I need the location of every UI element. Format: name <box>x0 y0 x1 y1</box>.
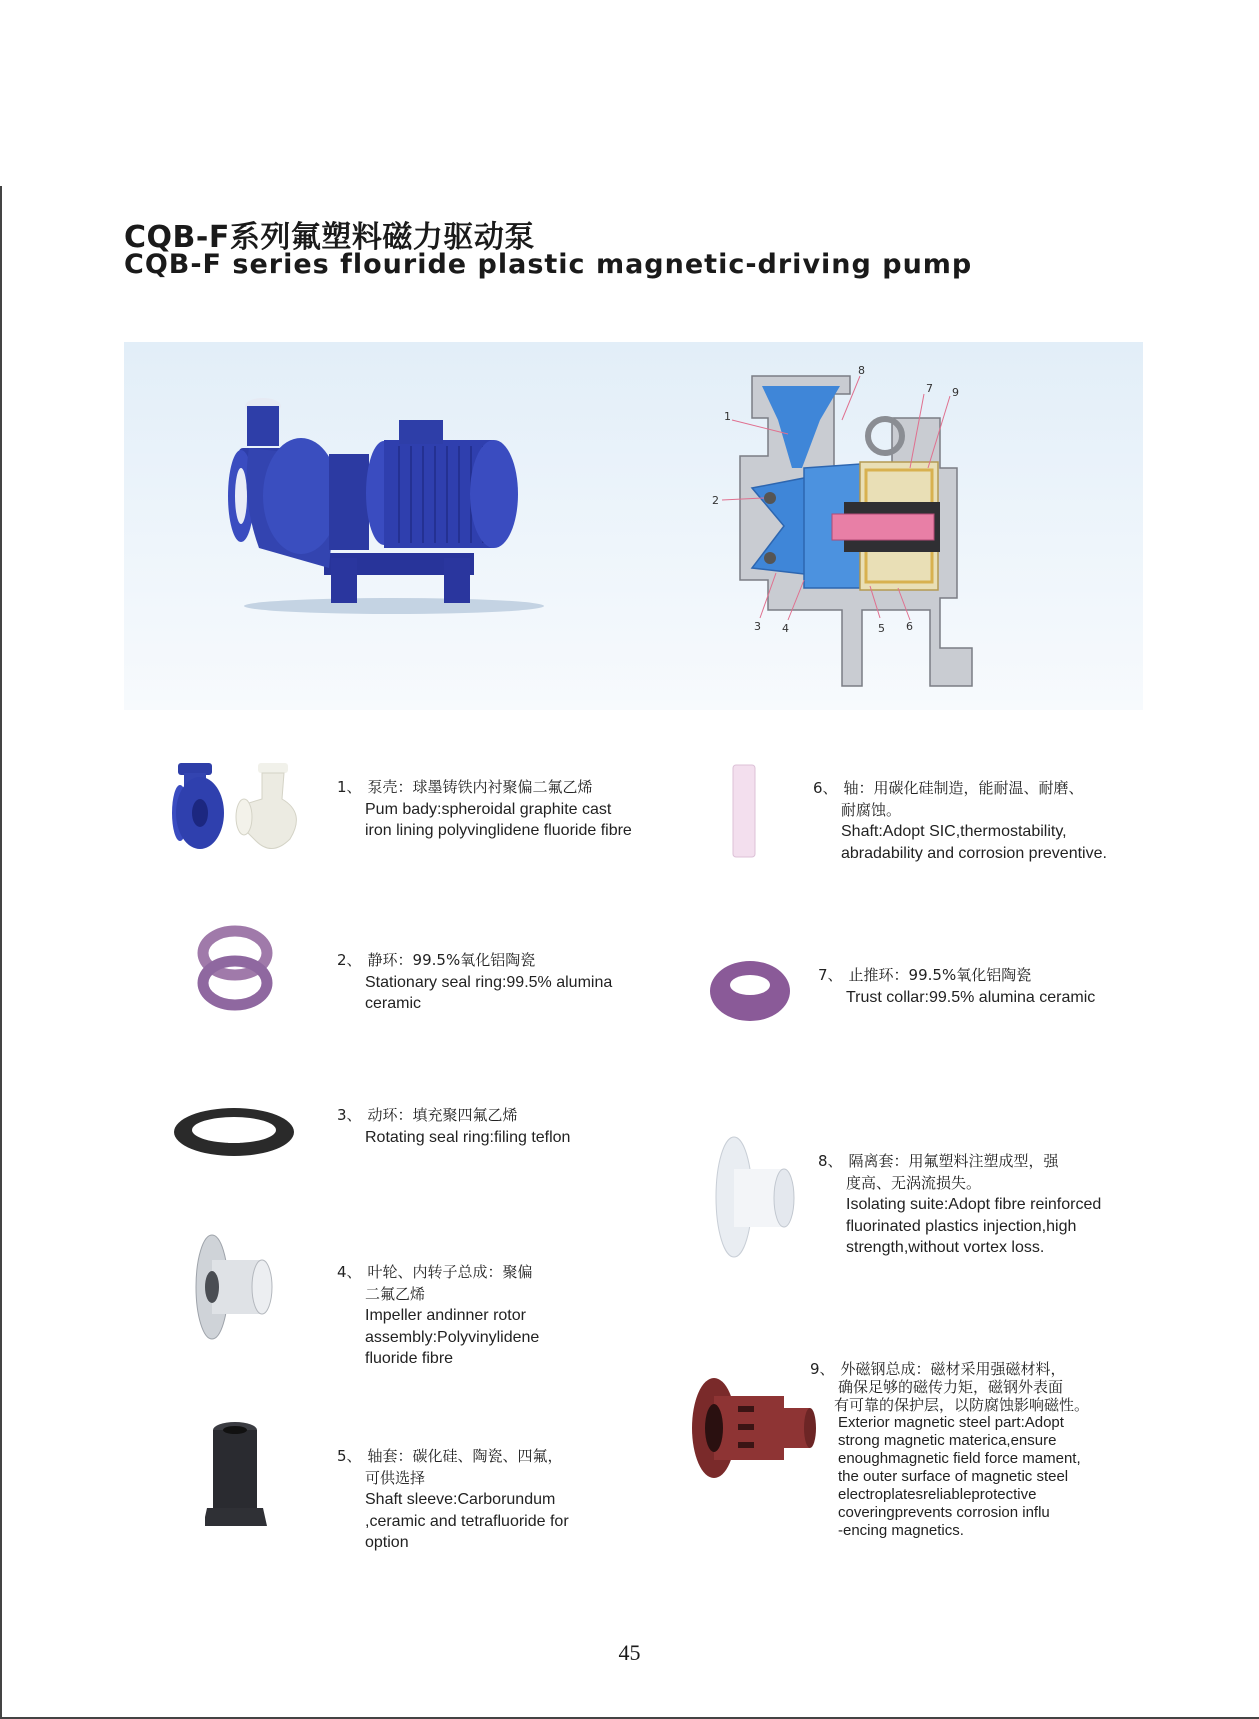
diagram-label-4: 4 <box>782 622 789 635</box>
part-3-en-line-1: Rotating seal ring:filing teflon <box>365 1128 571 1146</box>
part-text-5: 5、 轴套：碳化硅、陶瓷、四氟， 可供选择 Shaft sleeve:Carborundum ,ceramic and tetrafluoride for option <box>337 1446 569 1554</box>
shaft-sleeve-icon <box>205 1420 275 1530</box>
part-8-zh-line-1: 隔离套：用氟塑料注塑成型，强 <box>848 1152 1059 1170</box>
part-8-en-line-3: strength,without vortex loss. <box>846 1239 1045 1256</box>
part-text-9: 9、 外磁钢总成：磁材采用强磁材料， 确保足够的磁传力矩，磁钢外表面 有可靠的保护层，以防腐蚀影响磁性。 Exterior magnetic steel part:Adopt strong magnetic materica,ensure enoughmagnetic field force mament, the outer surface of magnetic steel electroplatesreliableprotective coveringprevents corrosion influ -encing magnetics. <box>810 1360 1090 1539</box>
part-9-en-line-1: Exterior magnetic steel part:Adopt <box>838 1414 1064 1431</box>
part-1-en-line-1: Pum bady:spheroidal graphite cast <box>365 800 612 818</box>
part-6-en-line-2: abradability and corrosion preventive. <box>841 844 1107 862</box>
part-text-7: 7、 止推环：99.5%氧化铝陶瓷 Trust collar:99.5% alumina ceramic <box>818 965 1095 1008</box>
part-3-zh: 动环：填充聚四氟乙烯 <box>367 1106 518 1124</box>
diagram-label-1: 1 <box>724 410 731 423</box>
page-number: 45 <box>618 1640 641 1665</box>
part-6-zh-line-2: 耐腐蚀。 <box>841 800 902 819</box>
part-9-en-line-6: coveringprevents corrosion influ <box>838 1504 1050 1521</box>
diagram-label-5: 5 <box>878 622 885 635</box>
cross-section-diagram <box>692 348 1052 698</box>
part-4-zh-line-1: 叶轮、内转子总成：聚偏 <box>367 1263 533 1281</box>
pump-casing-icon <box>170 755 310 865</box>
isolating-sleeve-icon <box>712 1133 802 1261</box>
part-text-1: 1、 泵壳：球墨铸铁内衬聚偏二氟乙烯 Pum bady:spheroidal graphite cast iron lining polyvinglidene fluoride fibre <box>337 777 632 842</box>
part-9-zh-line-1: 外磁钢总成：磁材采用强磁材料， <box>840 1360 1066 1378</box>
pump-photo <box>219 378 559 618</box>
diagram-label-9: 9 <box>952 386 959 399</box>
part-5-en-line-3: option <box>365 1534 409 1551</box>
part-8-zh-line-2: 度高、无涡流损失。 <box>846 1173 982 1192</box>
diagram-label-7: 7 <box>926 382 933 395</box>
part-9-zh-line-3: 有可靠的保护层，以防腐蚀影响磁性。 <box>834 1396 1090 1414</box>
part-1-zh: 泵壳：球墨铸铁内衬聚偏二氟乙烯 <box>367 778 593 796</box>
part-text-8: 8、 隔离套：用氟塑料注塑成型，强 度高、无涡流损失。 Isolating suite:Adopt fibre reinforced fluorinated plastics injection,high strength,without vortex loss. <box>818 1151 1101 1259</box>
part-4-zh-line-2: 二氟乙烯 <box>365 1284 426 1303</box>
thrust-collar-icon <box>708 955 792 1025</box>
part-8-en-line-1: Isolating suite:Adopt fibre reinforced <box>846 1196 1102 1213</box>
part-text-2: 2、 静环：99.5%氧化铝陶瓷 Stationary seal ring:99.5% alumina ceramic <box>337 950 612 1015</box>
rotating-ring-icon <box>170 1100 300 1160</box>
part-text-6: 6、 轴：用碳化硅制造，能耐温、耐磨、 耐腐蚀。 Shaft:Adopt SIC,thermostability, abradability and corrosion preventive. <box>813 778 1107 864</box>
page-title-zh: CQB-F系列氟塑料磁力驱动泵 <box>124 220 535 255</box>
part-5-en-line-1: Shaft sleeve:Carborundum <box>365 1491 556 1508</box>
part-8-en-line-2: fluorinated plastics injection,high <box>846 1217 1077 1235</box>
seal-ring-icon <box>195 925 275 1015</box>
diagram-label-8: 8 <box>858 364 865 377</box>
hero-banner <box>124 342 1143 710</box>
part-9-en-line-7: -encing magnetics. <box>838 1522 964 1539</box>
part-7-zh: 止推环：99.5%氧化铝陶瓷 <box>848 966 1032 984</box>
part-4-en-line-1: Impeller andinner rotor <box>365 1307 526 1324</box>
part-7-en-line-1: Trust collar:99.5% alumina ceramic <box>846 988 1096 1006</box>
part-9-en-line-3: enoughmagnetic field force mament, <box>838 1450 1081 1467</box>
shaft-icon <box>730 763 760 863</box>
page-title-en: CQB-F series flouride plastic magnetic-driving pump <box>124 249 973 280</box>
part-6-en-line-1: Shaft:Adopt SIC,thermostability, <box>841 823 1067 840</box>
part-9-en-line-4: the outer surface of magnetic steel <box>838 1468 1069 1485</box>
part-4-en-line-2: assembly:Polyvinylidene <box>365 1328 540 1346</box>
part-4-en-line-3: fluoride fibre <box>365 1350 454 1367</box>
part-2-zh: 静环：99.5%氧化铝陶瓷 <box>367 951 536 969</box>
part-5-zh-line-2: 可供选择 <box>365 1468 426 1487</box>
part-2-en-line-1: Stationary seal ring:99.5% alumina <box>365 973 613 991</box>
part-text-3: 3、 动环：填充聚四氟乙烯 Rotating seal ring:filing teflon <box>337 1105 570 1148</box>
part-9-en-line-5: electroplatesreliableprotective <box>838 1486 1037 1503</box>
magnet-rotor-icon <box>688 1372 818 1482</box>
diagram-label-2: 2 <box>712 494 719 507</box>
diagram-label-6: 6 <box>906 620 913 633</box>
part-9-en-line-2: strong magnetic materica,ensure <box>838 1432 1057 1449</box>
impeller-icon <box>190 1232 280 1342</box>
part-5-en-line-2: ,ceramic and tetrafluoride for <box>365 1512 569 1530</box>
part-2-en-line-2: ceramic <box>365 995 422 1012</box>
part-9-zh-line-2: 确保足够的磁传力矩，磁钢外表面 <box>838 1378 1064 1396</box>
part-1-en-line-2: iron lining polyvinglidene fluoride fibre <box>365 822 632 839</box>
part-6-zh-line-1: 轴：用碳化硅制造，能耐温、耐磨、 <box>843 779 1084 797</box>
part-5-zh-line-1: 轴套：碳化硅、陶瓷、四氟， <box>367 1447 563 1465</box>
part-text-4: 4、 叶轮、内转子总成：聚偏 二氟乙烯 Impeller andinner rotor assembly:Polyvinylidene fluoride fibre <box>337 1262 539 1370</box>
diagram-label-3: 3 <box>754 620 761 633</box>
page-frame-left <box>0 186 2 1719</box>
